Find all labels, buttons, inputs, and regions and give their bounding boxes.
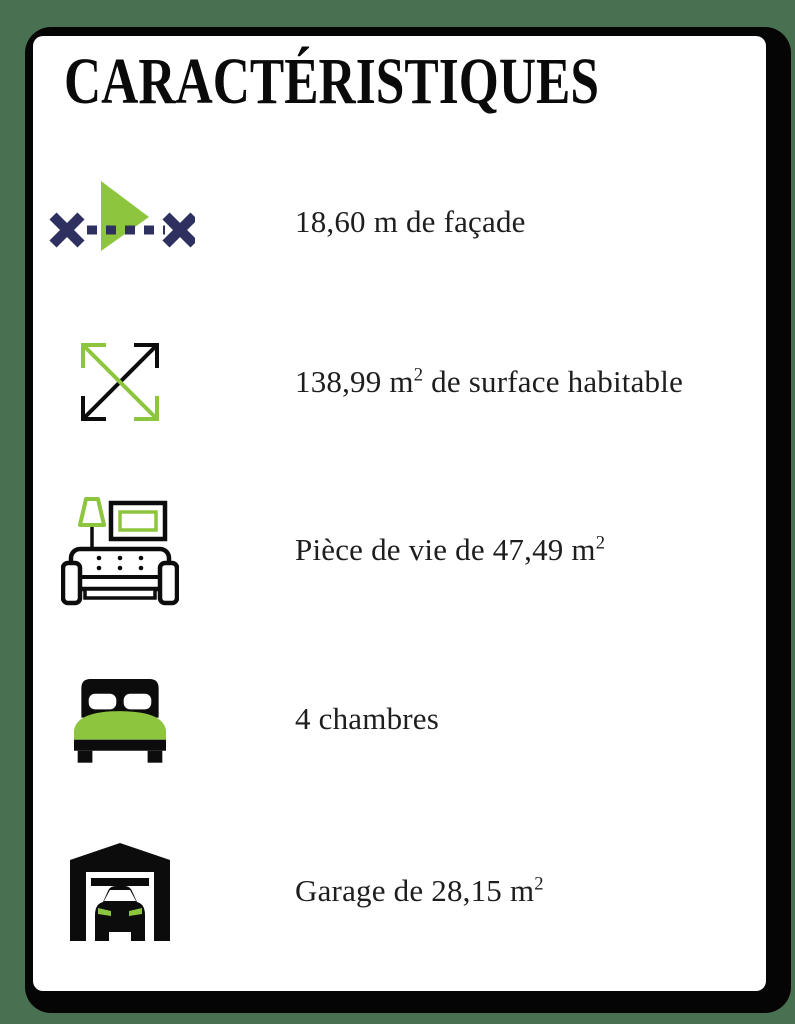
feature-text: 18,60 m de façade: [295, 204, 526, 239]
feature-sup: 2: [534, 873, 544, 895]
feature-sup: 2: [413, 364, 424, 386]
feature-row-garage: [45, 816, 750, 966]
feature-label: [295, 532, 605, 568]
feature-row-surface: [45, 307, 750, 457]
feature-row-bedrooms: [45, 644, 750, 794]
feature-label: [295, 364, 683, 400]
feature-text: Garage de 28,15 m: [295, 873, 535, 908]
feature-label: [295, 873, 544, 909]
feature-row-facade: [45, 147, 750, 297]
bed-icon: [45, 644, 195, 794]
garage-icon: [45, 816, 195, 966]
surface-arrows-icon-svg: [70, 332, 170, 432]
feature-text-rest: de surface habitable: [423, 364, 684, 399]
page-title: CARACTÉRISTIQUES: [64, 45, 599, 118]
bed-icon-svg: [74, 675, 166, 763]
feature-label: [295, 701, 439, 737]
facade-width-icon-svg: [45, 172, 195, 272]
feature-text: Pièce de vie de 47,49 m: [295, 532, 596, 567]
feature-row-living: [45, 475, 750, 625]
feature-text: 4 chambres: [295, 701, 440, 736]
living-room-icon: [45, 475, 195, 625]
garage-icon-svg: [70, 841, 170, 941]
living-room-icon-svg: [61, 489, 179, 611]
characteristics-card: [33, 36, 766, 991]
surface-arrows-icon: [45, 307, 195, 457]
facade-width-icon: [45, 147, 195, 297]
feature-text: 138,99 m: [295, 364, 414, 399]
feature-sup: 2: [595, 532, 606, 554]
feature-label: [295, 204, 526, 240]
